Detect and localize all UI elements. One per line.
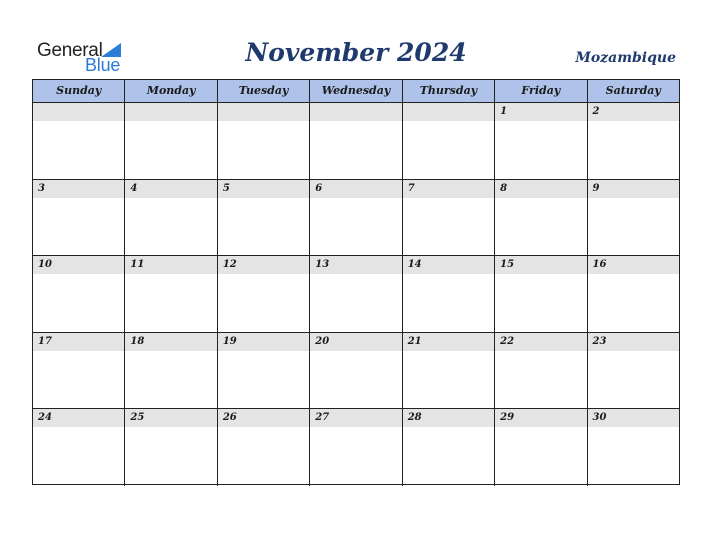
day-cell xyxy=(588,409,679,486)
calendar-title: November 2024 xyxy=(245,38,467,67)
week-row xyxy=(33,180,679,257)
day-number: 15 xyxy=(500,259,515,271)
weekday-tuesday: Tuesday xyxy=(218,80,310,102)
weekday-monday: Monday xyxy=(125,80,217,102)
country-label: Mozambique xyxy=(575,50,676,66)
day-header-band xyxy=(403,180,494,198)
day-cell xyxy=(403,256,495,332)
logo-text-general: General xyxy=(37,40,103,61)
day-number: 11 xyxy=(130,259,145,271)
day-cell xyxy=(310,103,402,179)
day-number: 21 xyxy=(407,335,422,347)
day-header-band xyxy=(33,103,124,121)
day-cell xyxy=(588,180,679,256)
day-cell xyxy=(588,256,679,332)
week-row xyxy=(33,333,679,410)
day-header-band xyxy=(125,180,216,198)
day-cell xyxy=(310,256,402,332)
day-header-band xyxy=(310,103,401,121)
day-number: 3 xyxy=(38,182,45,194)
day-number: 28 xyxy=(407,412,422,424)
day-cell xyxy=(310,409,402,486)
weekday-thursday: Thursday xyxy=(403,80,495,102)
day-cell xyxy=(218,103,310,179)
day-number: 1 xyxy=(500,106,508,117)
day-number: 27 xyxy=(315,412,330,424)
day-cell xyxy=(125,333,217,409)
day-number: 10 xyxy=(38,259,52,271)
week-row xyxy=(33,256,679,333)
day-cell xyxy=(33,180,125,256)
day-cell xyxy=(33,256,125,332)
day-cell xyxy=(218,409,310,486)
day-number: 9 xyxy=(592,182,600,194)
day-number: 8 xyxy=(500,182,508,194)
day-number: 5 xyxy=(222,182,230,194)
day-header-band xyxy=(218,103,309,121)
weekday-friday: Friday xyxy=(495,80,587,102)
day-header-band xyxy=(310,180,401,198)
day-cell xyxy=(403,180,495,256)
day-cell xyxy=(218,333,310,409)
day-cell xyxy=(495,333,587,409)
day-number: 26 xyxy=(222,412,237,424)
day-cell xyxy=(495,180,587,256)
day-number: 19 xyxy=(222,335,237,347)
day-number: 29 xyxy=(500,412,515,424)
day-cell xyxy=(125,256,217,332)
day-number: 4 xyxy=(130,182,138,194)
day-cell xyxy=(33,103,125,179)
day-header-band xyxy=(588,103,679,121)
logo-text-blue: Blue xyxy=(85,55,121,75)
day-cell xyxy=(125,409,217,486)
day-header-band xyxy=(403,103,494,121)
day-cell xyxy=(403,409,495,486)
day-number: 23 xyxy=(592,335,607,347)
day-header-band xyxy=(495,103,586,121)
day-number: 16 xyxy=(592,259,607,271)
weekday-header xyxy=(33,80,679,103)
day-cell xyxy=(403,103,495,179)
weekday-sunday: Sunday xyxy=(33,80,125,102)
weeks-grid xyxy=(33,103,679,486)
day-header-band xyxy=(495,180,586,198)
day-cell xyxy=(218,256,310,332)
weekday-saturday: Saturday xyxy=(605,84,661,97)
day-number: 25 xyxy=(130,412,145,424)
day-number: 20 xyxy=(315,335,330,347)
day-cell xyxy=(495,256,587,332)
day-cell xyxy=(588,103,679,179)
day-header-band xyxy=(125,103,216,121)
day-cell xyxy=(403,333,495,409)
month-calendar xyxy=(32,79,680,485)
day-number: 2 xyxy=(592,106,600,117)
brand-logo xyxy=(37,40,137,74)
day-cell xyxy=(33,409,125,486)
week-row xyxy=(33,409,679,486)
day-cell xyxy=(218,180,310,256)
day-cell xyxy=(125,103,217,179)
day-cell xyxy=(33,333,125,409)
day-cell xyxy=(588,333,679,409)
day-cell xyxy=(495,103,587,179)
day-number: 30 xyxy=(592,412,607,424)
day-number: 6 xyxy=(315,182,323,194)
week-row xyxy=(33,103,679,180)
day-number: 12 xyxy=(222,259,237,271)
day-cell xyxy=(310,333,402,409)
day-number: 18 xyxy=(130,335,145,347)
day-number: 24 xyxy=(38,412,52,424)
day-cell xyxy=(310,180,402,256)
day-number: 14 xyxy=(407,259,422,271)
day-number: 17 xyxy=(38,335,52,347)
day-cell xyxy=(495,409,587,486)
day-number: 7 xyxy=(407,182,415,194)
day-number: 22 xyxy=(500,335,515,347)
day-header-band xyxy=(588,180,679,198)
day-header-band xyxy=(33,180,124,198)
day-header-band xyxy=(218,180,309,198)
day-number: 13 xyxy=(315,259,330,271)
weekday-wednesday: Wednesday xyxy=(310,80,402,102)
day-cell xyxy=(125,180,217,256)
